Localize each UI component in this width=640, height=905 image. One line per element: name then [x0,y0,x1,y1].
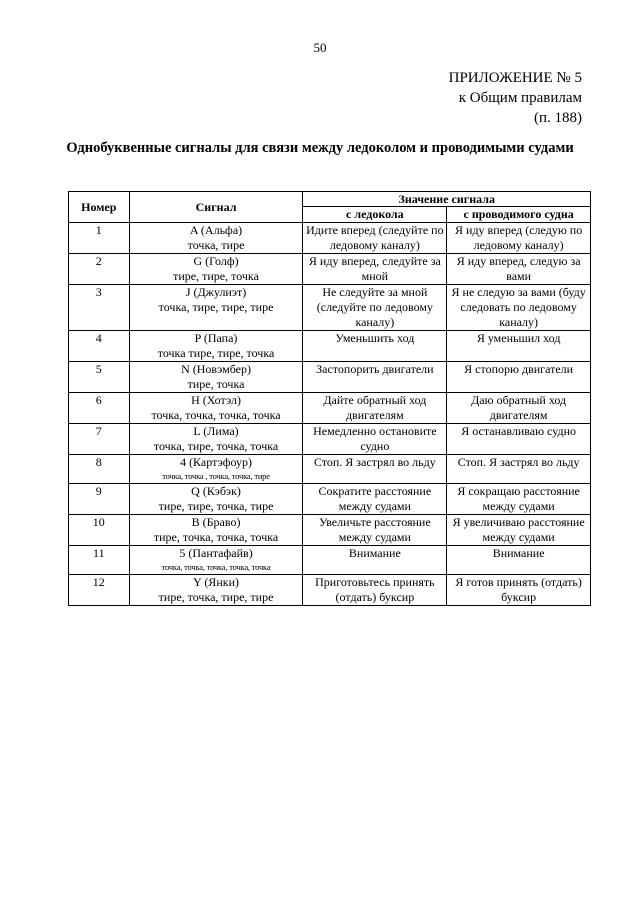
meaning-from-icebreaker: Уменьшить ход [303,331,447,362]
page-number: 50 [313,40,327,55]
table-row [69,254,591,285]
signal-name: P (Папа) [194,331,238,345]
signal-name: L (Лима) [193,424,239,438]
signal-cell [129,362,303,393]
signal-cell [129,424,303,455]
signal-cell [129,546,303,575]
row-number: 7 [69,424,130,455]
signal-code: тире, точка, тире, тире [158,590,274,604]
header-meaning: Значение сигнала [303,192,591,207]
appendix-line-2: к Общим правилам [458,90,582,106]
signal-name: H (Хотэл) [191,393,241,407]
row-number: 12 [69,575,130,606]
header-from-vessel: с проводимого судна [447,207,591,223]
table-row [69,575,591,606]
meaning-from-icebreaker: Дайте обратный ход двигателям [303,393,447,424]
signal-code: точка, точка , точка, точка, тире [162,471,270,481]
meaning-from-vessel: Я не следую за вами (буду следовать по ледовому каналу) [447,285,591,331]
appendix-line-3: (п. 188) [533,110,582,126]
signal-code: точка тире, тире, точка [157,346,275,360]
table-row [69,393,591,424]
meaning-from-vessel: Я стопорю двигатели [447,362,591,393]
signal-name: J (Джулиэт) [185,285,247,299]
signal-name: Y (Янки) [193,575,239,589]
meaning-from-vessel: Я иду вперед (следую по ледовому каналу) [447,223,591,254]
table-row [69,455,591,484]
appendix-header [449,68,582,128]
signal-name: 5 (Пантафайв) [179,546,253,560]
signal-cell [129,455,303,484]
table-row [69,331,591,362]
table-row [69,223,591,254]
meaning-from-icebreaker: Застопорить двигатели [303,362,447,393]
header-from-icebreaker: с ледокола [303,207,447,223]
signal-cell [129,285,303,331]
signal-name: B (Браво) [191,515,241,529]
table-row [69,546,591,575]
meaning-from-icebreaker: Сократите расстояние между судами [303,484,447,515]
signal-name: 4 (Картэфоур) [180,455,253,469]
signal-cell [129,331,303,362]
signal-name: G (Голф) [193,254,239,268]
document-title: Однобуквенные сигналы для связи между ледоколом и проводимыми судами [66,140,574,156]
signal-cell [129,223,303,254]
signal-code: тире, тире, точка, тире [158,499,274,513]
row-number: 8 [69,455,130,484]
signal-code: тире, тире, точка [173,269,259,283]
meaning-from-vessel: Я уменьшил ход [447,331,591,362]
table-row [69,285,591,331]
meaning-from-icebreaker: Немедленно остановите судно [303,424,447,455]
meaning-from-icebreaker: Не следуйте за мной (следуйте по ледовому каналу) [303,285,447,331]
signal-cell [129,254,303,285]
row-number: 3 [69,285,130,331]
signal-cell [129,515,303,546]
row-number: 4 [69,331,130,362]
signal-name: Q (Кэбэк) [191,484,241,498]
signal-name: N (Новэмбер) [181,362,251,376]
meaning-from-vessel: Я увеличиваю расстояние между судами [447,515,591,546]
row-number: 11 [69,546,130,575]
row-number: 2 [69,254,130,285]
meaning-from-icebreaker: Внимание [303,546,447,575]
table-row [69,515,591,546]
meaning-from-vessel: Я сокращаю расстояние между судами [447,484,591,515]
row-number: 6 [69,393,130,424]
signal-code: тире, точка [187,377,245,391]
meaning-from-icebreaker: Приготовьтесь принять (отдать) буксир [303,575,447,606]
row-number: 1 [69,223,130,254]
meaning-from-vessel: Даю обратный ход двигателям [447,393,591,424]
header-signal: Сигнал [129,192,303,223]
signal-code: тире, точка, точка, точка [153,530,279,544]
meaning-from-icebreaker: Я иду вперед, следуйте за мной [303,254,447,285]
meaning-from-vessel: Я готов принять (отдать) буксир [447,575,591,606]
meaning-from-vessel: Я останавливаю судно [447,424,591,455]
meaning-from-vessel: Стоп. Я застрял во льду [447,455,591,484]
table-row [69,484,591,515]
signal-cell [129,575,303,606]
meaning-from-icebreaker: Стоп. Я застрял во льду [303,455,447,484]
table-row [69,362,591,393]
signal-code: точка, тире [187,238,245,252]
signal-cell [129,484,303,515]
signal-cell [129,393,303,424]
signal-code: точка, тире, тире, тире [158,300,274,314]
row-number: 9 [69,484,130,515]
signal-code: точка, точка, точка, точка [151,408,281,422]
row-number: 10 [69,515,130,546]
table-row [69,424,591,455]
signal-code: точка, точка, точка, точка, точка [161,562,271,572]
signal-name: A (Альфа) [189,223,243,237]
meaning-from-vessel: Внимание [447,546,591,575]
meaning-from-icebreaker: Увеличьте расстояние между судами [303,515,447,546]
signal-code: точка, тире, точка, точка [153,439,279,453]
appendix-line-1: ПРИЛОЖЕНИЕ № 5 [448,70,582,86]
meaning-from-icebreaker: Идите вперед (следуйте по ледовому каналу) [303,223,447,254]
row-number: 5 [69,362,130,393]
meaning-from-vessel: Я иду вперед, следую за вами [447,254,591,285]
header-number: Номер [69,192,130,223]
signals-table [68,191,591,606]
